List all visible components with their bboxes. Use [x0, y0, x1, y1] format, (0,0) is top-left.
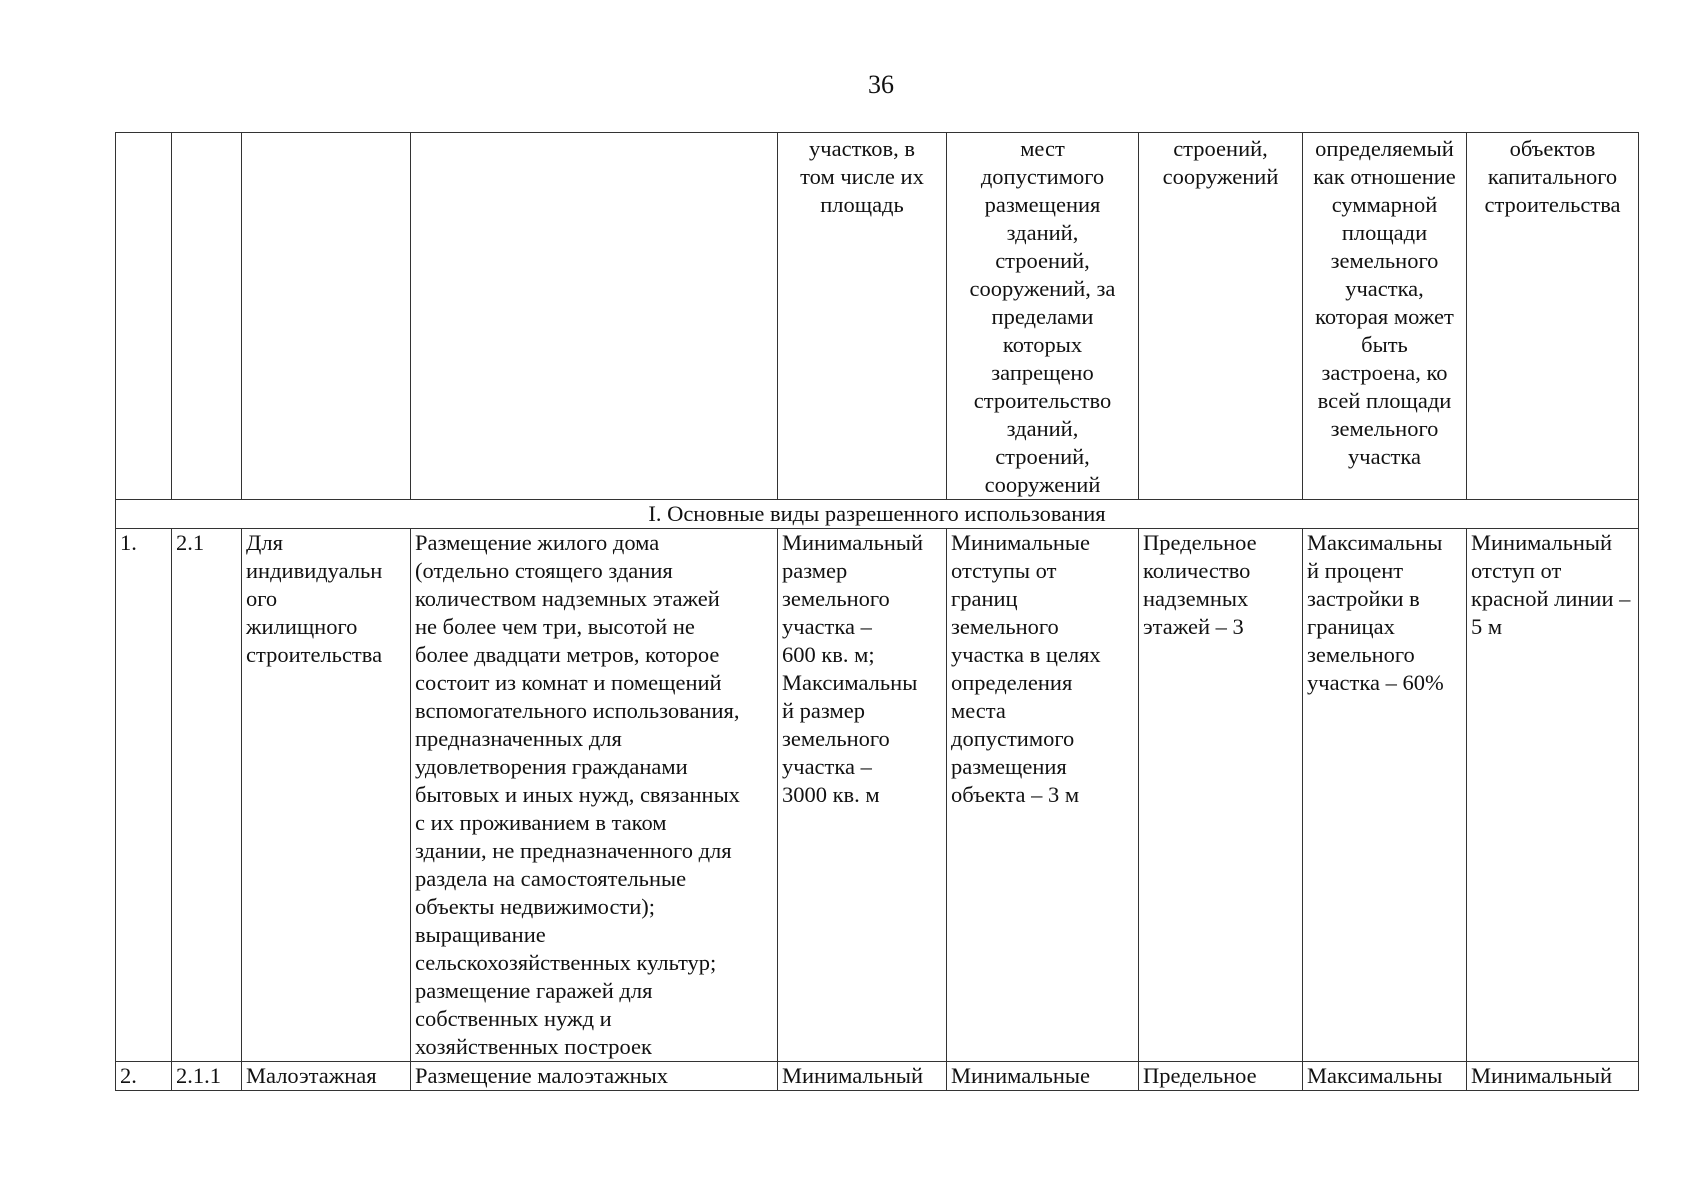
row-coverage: Максимальны й процент застройки в границах земельного участка – 60% [1303, 529, 1467, 1062]
header-cell-floors: строений, сооружений [1139, 133, 1303, 500]
row-floors: Предельное количество надземных этажей – 3 [1139, 529, 1303, 1062]
row-code: 2.1.1 [172, 1062, 242, 1091]
row-description: Размещение малоэтажных [411, 1062, 778, 1091]
table-header-continuation-row [116, 133, 1639, 500]
table-row [116, 529, 1639, 1062]
row-red-line: Минимальный отступ от красной линии – 5 м [1467, 529, 1639, 1062]
row-plot-size: Минимальный размер земельного участка – 600 кв. м; Максимальны й размер земельного участка – 3000 кв. м [778, 529, 947, 1062]
header-cell-code [172, 133, 242, 500]
header-cell-coverage: определяемый как отношение суммарной площади земельного участка, которая может быть застроена, ко всей площади земельного участка [1303, 133, 1467, 500]
header-cell-setbacks: мест допустимого размещения зданий, строений, сооружений, за пределами которых запрещено строительство зданий, строений, сооружений [947, 133, 1139, 500]
row-setbacks: Минимальные [947, 1062, 1139, 1091]
row-setbacks: Минимальные отступы от границ земельного участка в целях определения места допустимого размещения объекта – 3 м [947, 529, 1139, 1062]
row-name: Малоэтажная [242, 1062, 411, 1091]
row-coverage: Максимальны [1303, 1062, 1467, 1091]
row-description: Размещение жилого дома (отдельно стоящего здания количеством надземных этажей не более чем три, высотой не более двадцати метров, которое состоит из комнат и помещений вспомогательного использования, предназначенных для удовлетворения гражданами бытовых и иных нужд, связанных с их проживанием в таком здании, не предназначенного для раздела на самостоятельные объекты недвижимости); выращивание сельскохозяйственных культур; размещение гаражей для собственных нужд и хозяйственных построек [411, 529, 778, 1062]
row-number: 2. [116, 1062, 172, 1091]
header-cell-plot-size: участков, в том числе их площадь [778, 133, 947, 500]
header-cell-description [411, 133, 778, 500]
header-cell-red-line: объектов капитального строительства [1467, 133, 1639, 500]
section-row [116, 500, 1639, 529]
header-cell-num [116, 133, 172, 500]
row-floors: Предельное [1139, 1062, 1303, 1091]
header-cell-name [242, 133, 411, 500]
row-code: 2.1 [172, 529, 242, 1062]
page-number: 36 [868, 70, 894, 99]
table-row [116, 1062, 1639, 1091]
section-title: I. Основные виды разрешенного использования [116, 500, 1639, 529]
row-plot-size: Минимальный [778, 1062, 947, 1091]
row-name: Для индивидуальн ого жилищного строительства [242, 529, 411, 1062]
row-number: 1. [116, 529, 172, 1062]
row-red-line: Минимальный [1467, 1062, 1639, 1091]
zoning-regulations-table [115, 132, 1639, 1091]
